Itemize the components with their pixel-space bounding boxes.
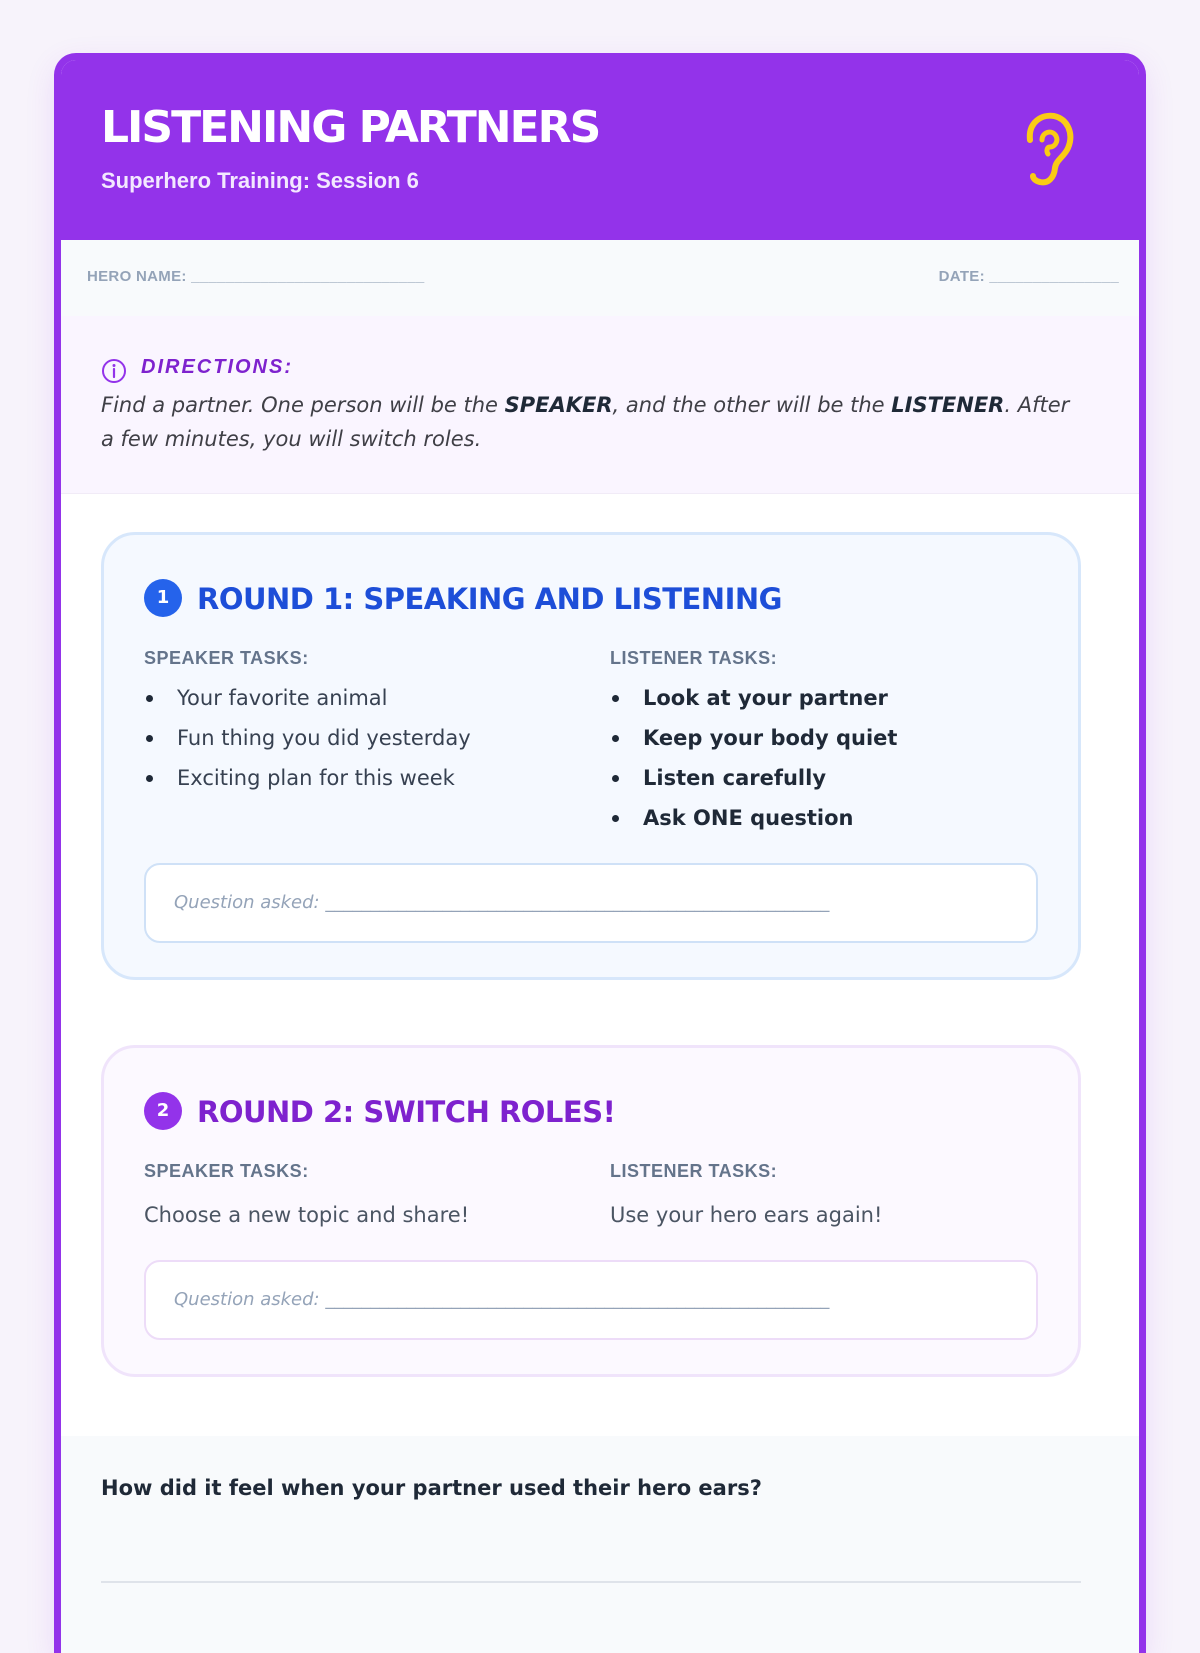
list-item: Listen carefully [610, 758, 897, 798]
reflection-question: How did it feel when your partner used their hero ears? [101, 1476, 762, 1500]
round-1-card [101, 532, 1081, 980]
list-item: Fun thing you did yesterday [144, 718, 471, 758]
answer-line[interactable] [101, 1581, 1081, 1583]
worksheet [54, 53, 1146, 1653]
reflection-section [61, 1436, 1139, 1653]
directions-label: DIRECTIONS: [141, 356, 293, 378]
list-item: Look at your partner [610, 678, 897, 718]
question-asked-field[interactable] [144, 863, 1038, 943]
speaker-task-text: Choose a new topic and share! [144, 1203, 470, 1227]
question-asked-label: Question asked: ________________________________________________________ [174, 892, 830, 913]
listener-tasks-heading: LISTENER TASKS: [610, 1161, 778, 1181]
speaker-tasks-heading: SPEAKER TASKS: [144, 1161, 309, 1181]
listener-task-text: Use your hero ears again! [610, 1203, 883, 1227]
directions-text: Find a partner. One person will be the SPEAKER, and the other will be the LISTENER. After a few minutes, you will switch roles. [101, 393, 1070, 451]
page-title: LISTENING PARTNERS [101, 102, 600, 153]
header [61, 60, 1139, 240]
round-2-card [101, 1045, 1081, 1377]
speaker-tasks-heading: SPEAKER TASKS: [144, 648, 309, 668]
question-asked-field[interactable] [144, 1260, 1038, 1340]
ear-icon [1016, 110, 1076, 190]
question-asked-label: Question asked: ________________________________________________________ [174, 1289, 830, 1310]
list-item: Ask ONE question [610, 798, 897, 838]
speaker-task-list [144, 678, 471, 798]
info-icon [101, 358, 127, 384]
list-item: Keep your body quiet [610, 718, 897, 758]
directions-section [61, 316, 1139, 494]
list-item: Your favorite animal [144, 678, 471, 718]
listener-task-list [610, 678, 897, 838]
name-date-row [61, 240, 1139, 317]
round-title: ROUND 2: SWITCH ROLES! [197, 1095, 616, 1129]
date-field[interactable]: DATE: _______________ [938, 268, 1119, 285]
page-subtitle: Superhero Training: Session 6 [101, 168, 419, 193]
list-item: Exciting plan for this week [144, 758, 471, 798]
round-number-badge: 1 [144, 579, 182, 617]
round-number-badge: 2 [144, 1092, 182, 1130]
listener-tasks-heading: LISTENER TASKS: [610, 648, 778, 668]
hero-name-field[interactable]: HERO NAME: ___________________________ [87, 268, 425, 285]
round-title: ROUND 1: SPEAKING AND LISTENING [197, 582, 782, 616]
